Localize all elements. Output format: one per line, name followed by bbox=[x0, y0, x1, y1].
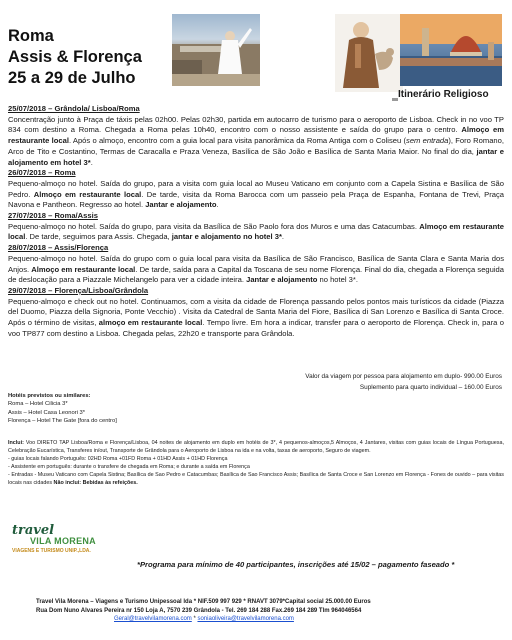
footer-company: Travel Vila Morena – Viagens e Turismo Unipessoal lda * NIF.509 997 929 * RNAVT 3079*Capital social 25.000.00 Euros bbox=[36, 599, 371, 605]
email-link-general[interactable]: Geral@travelvilamorena.com bbox=[114, 616, 192, 623]
day-description: Concentração junto à Praça de táxis pelas 02h00. Pelas 02h30, partida em autocarro de turismo para o aeroporto de Lisboa. Check in no voo TP 834 com destino a Roma. Chegada a Roma pelas 10h40, encontro com o nosso assistente e saída do grupo para o centro. Almoço em restaurante local. Após o almoço, encontro com a guia local para visita panorâmica da Roma Antiga com o Coliseu (sem entrada), Foro Romano, Arco de Tito e Costantino, Termas de Caracalla e Praza Veneza, Basílica de São João e Basílica de Santa Maria Maior. No final do dia, jantar e alojamento em hotel 3*. bbox=[8, 114, 504, 167]
footer-contacts: Geral@travelvilamorena.com * soniaoliveira@travelvilamorena.com bbox=[114, 616, 294, 623]
price-single-supplement: Suplemento para quarto individual – 160.00 Euros bbox=[359, 383, 502, 391]
includes-entries: - Entradas - Museu Vaticano com Capela Sistina; Basílica de Sao Pedro e Catacumbas; Basílica de Sao Francisco Assis; Basílica de Santa Croce e San Lorenzo em Florença - Fones de ouvido – para visitas locais nas cidades Não inclui: Bebidas às refeições. bbox=[8, 471, 504, 486]
itinerary-body bbox=[8, 104, 504, 339]
saint-francis-statue-photo bbox=[335, 14, 403, 92]
logo-travel: travel bbox=[12, 523, 55, 538]
title-cities: Assis & Florença bbox=[8, 48, 142, 66]
day-heading: 26/07/2018 – Roma bbox=[8, 168, 76, 178]
footer bbox=[36, 598, 371, 624]
price-double: Valor da viagem por pessoa para alojamento em duplo- 990.00 Euros bbox=[305, 373, 502, 380]
title-dates: 25 a 29 de Julho bbox=[8, 69, 136, 87]
day-description: Pequeno-almoço no hotel. Saída do grupo com o guia local para visita da Basílica de São Francisco, Basílica de Santa Clara e Santa Maria dos Anjos. Almoço em restaurante local. De tarde, saída para a Capital da Toscana de seu nome Florença. Final do dia, chegada a Florença seguida de deslocação para a Piazzale Michelangelo para ver a cidade inteira. Jantar e alojamento no hotel 3*. bbox=[8, 253, 505, 285]
day-heading: 28/07/2018 – Assis/Florença bbox=[8, 243, 109, 253]
hotel-item: Assis – Hotel Casa Leonori 3* bbox=[8, 409, 86, 416]
hotels-list bbox=[8, 392, 117, 426]
program-note: *Programa para mínimo de 40 participantes, inscrições até 15/02 – pagamento faseado * bbox=[137, 560, 455, 569]
footer-address: Rua Dom Nuno Alvares Pereira nr 150 Loja A, 7570 239 Grândola - Tel. 269 184 288 Fax.269 184 289 Tlm 964046564 bbox=[36, 607, 362, 614]
title-city: Roma bbox=[8, 27, 54, 45]
day-heading: 27/07/2018 – Roma/Assis bbox=[8, 211, 98, 221]
itinerary-label: Itinerário Religioso bbox=[398, 89, 489, 100]
day-description: Pequeno-almoço e check out no hotel. Continuamos, com a visita da cidade de Florença passando pelos pontos mais turísticos da cidade (Piazza del Duomo, Piazza della Signoria, Ponte Vecchio) . Visita da Catedral de Santa Maria del Fiore, Basílica di San Lorenzo e Basílica di Santa Croce. Após o término de visitas, almoço em restaurante local. Tempo livre. Em hora a indicar, transfer para o aeroporto de Florença. Check in, para o voo TP877 com destino a Lisboa. Chegada pelas, 22h20 e transporte para Grândola. bbox=[8, 296, 504, 338]
day-heading: 25/07/2018 – Grândola/ Lisboa/Roma bbox=[8, 104, 140, 113]
logo-vila-morena: VILA MORENA bbox=[30, 536, 96, 546]
includes-section bbox=[8, 440, 504, 487]
page-title bbox=[8, 26, 142, 89]
day-description: Pequeno-almoço no hotel. Saída do grupo, para visita da Basílica de São Paolo fora dos Muros e uma das Catacumbas. Almoço em restaurante local. De tarde, seguimos para Assis. Chegada, jantar e alojamento no hotel 3*. bbox=[8, 221, 504, 242]
logo-tagline: VIAGENS E TURISMO UNIP.,LDA. bbox=[12, 548, 91, 554]
includes-assistant: - Assistente em português: durante o transfere de chegada em Roma; e durante a saída em Florença bbox=[8, 463, 250, 470]
includes-main: Inclui: Voo DIRETO TAP Lisboa/Roma e Florença/Lisboa, 04 noites de alojamento em duplo em hotéis de 3*, 4 pequenos-almoços,5 Almoços, 4 Jantares, visitas com guias locais de Língua Portuguesa, Celebração Eucarística, Transferes in/out, Transporte de Grândola para o Aeroporto de Lisboa na ida e na volta, taxas de aeroporto, Seguro de viagem. bbox=[8, 440, 504, 454]
day-description: Pequeno-almoço no hotel. Saída do grupo, para a visita com guia local ao Museu Vaticano em conjunto com a Capela Sistina e Basílica de São Pedro. Almoço em restaurante local. De tarde, visita da Roma Barocca com um passeio pela Praça de Espanha, Fontana de Trevi, Praça Navona e Pantheon. Regresso ao hotel. Jantar e alojamento. bbox=[8, 178, 504, 210]
company-logo bbox=[10, 523, 110, 555]
includes-guides: - guias locais falando Português: 02HD Roma +01FD Roma + 01HD Assis + 01HD Florença bbox=[8, 455, 228, 462]
price-info bbox=[305, 372, 502, 393]
florence-duomo-photo bbox=[400, 14, 502, 86]
pope-balcony-photo bbox=[172, 14, 260, 86]
email-link-sonia[interactable]: soniaoliveira@travelvilamorena.com bbox=[197, 616, 294, 623]
hotels-heading: Hotéis previstos ou similares: bbox=[8, 393, 91, 399]
hotel-item: Florença – Hotel The Gate [fora do centro] bbox=[8, 418, 117, 425]
hotel-item: Roma – Hotel Cilicia 3* bbox=[8, 401, 68, 408]
day-heading: 29/07/2018 – Florença/Lisboa/Grândola bbox=[8, 285, 149, 295]
